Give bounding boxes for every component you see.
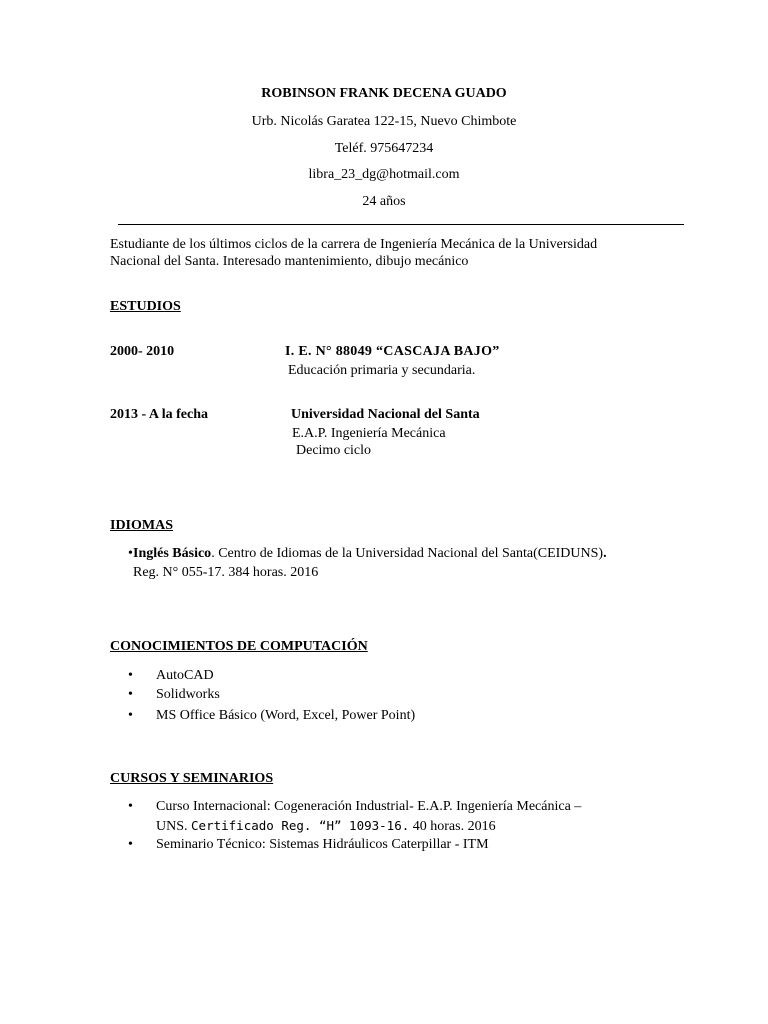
bullet-icon: • bbox=[128, 668, 133, 683]
course-org: UNS. bbox=[156, 819, 192, 834]
language-registration: Reg. N° 055-17. 384 horas. 2016 bbox=[133, 565, 319, 580]
bullet-icon: • bbox=[128, 708, 133, 723]
bullet-icon: • bbox=[128, 837, 133, 852]
study-detail: E.A.P. Ingeniería Mecánica bbox=[292, 426, 446, 441]
language-item bbox=[133, 546, 607, 562]
study-detail: Educación primaria y secundaria. bbox=[288, 363, 476, 378]
email: libra_23_dg@hotmail.com bbox=[308, 167, 460, 182]
course-hours: 40 horas. 2016 bbox=[409, 819, 496, 834]
study-institution: I. E. N° 88049 “CASCAJA BAJO” bbox=[285, 344, 500, 359]
study-institution: Universidad Nacional del Santa bbox=[291, 407, 480, 422]
study-detail: Decimo ciclo bbox=[296, 443, 372, 458]
software-item: AutoCAD bbox=[156, 668, 214, 683]
course-item-line-2 bbox=[156, 818, 496, 835]
bullet-icon: • bbox=[128, 546, 133, 561]
section-heading-computacion: CONOCIMIENTOS DE COMPUTACIÓN bbox=[110, 639, 368, 654]
language-end: . bbox=[603, 546, 607, 561]
section-heading-cursos: CURSOS Y SEMINARIOS bbox=[110, 771, 274, 786]
section-heading-estudios: ESTUDIOS bbox=[110, 299, 181, 314]
section-heading-idiomas: IDIOMAS bbox=[110, 518, 174, 533]
candidate-name: ROBINSON FRANK DECENA GUADO bbox=[261, 86, 507, 101]
course-certificate: Certificado Reg. “H” 1093-16. bbox=[191, 818, 410, 833]
language-name: Inglés Básico bbox=[133, 546, 212, 561]
software-item: Solidworks bbox=[156, 687, 220, 702]
language-detail: . Centro de Idiomas de la Universidad Nacional del Santa(CEIDUNS) bbox=[211, 546, 604, 561]
study-period: 2000- 2010 bbox=[110, 344, 175, 359]
bullet-icon: • bbox=[128, 687, 133, 702]
study-period: 2013 - A la fecha bbox=[110, 407, 208, 422]
address: Urb. Nicolás Garatea 122-15, Nuevo Chimbote bbox=[251, 114, 517, 129]
software-item: MS Office Básico (Word, Excel, Power Point) bbox=[156, 708, 416, 723]
course-item-line-1: Curso Internacional: Cogeneración Industrial- E.A.P. Ingeniería Mecánica – bbox=[156, 799, 582, 814]
bullet-icon: • bbox=[128, 799, 133, 814]
course-item-line-1: Seminario Técnico: Sistemas Hidráulicos Caterpillar - ITM bbox=[156, 837, 489, 852]
profile-line-2: Nacional del Santa. Interesado mantenimiento, dibujo mecánico bbox=[110, 254, 469, 269]
age: 24 años bbox=[362, 194, 406, 209]
header-divider bbox=[118, 224, 684, 225]
profile-line-1: Estudiante de los últimos ciclos de la carrera de Ingeniería Mecánica de la Universidad bbox=[110, 237, 598, 252]
phone: Teléf. 975647234 bbox=[334, 141, 434, 156]
